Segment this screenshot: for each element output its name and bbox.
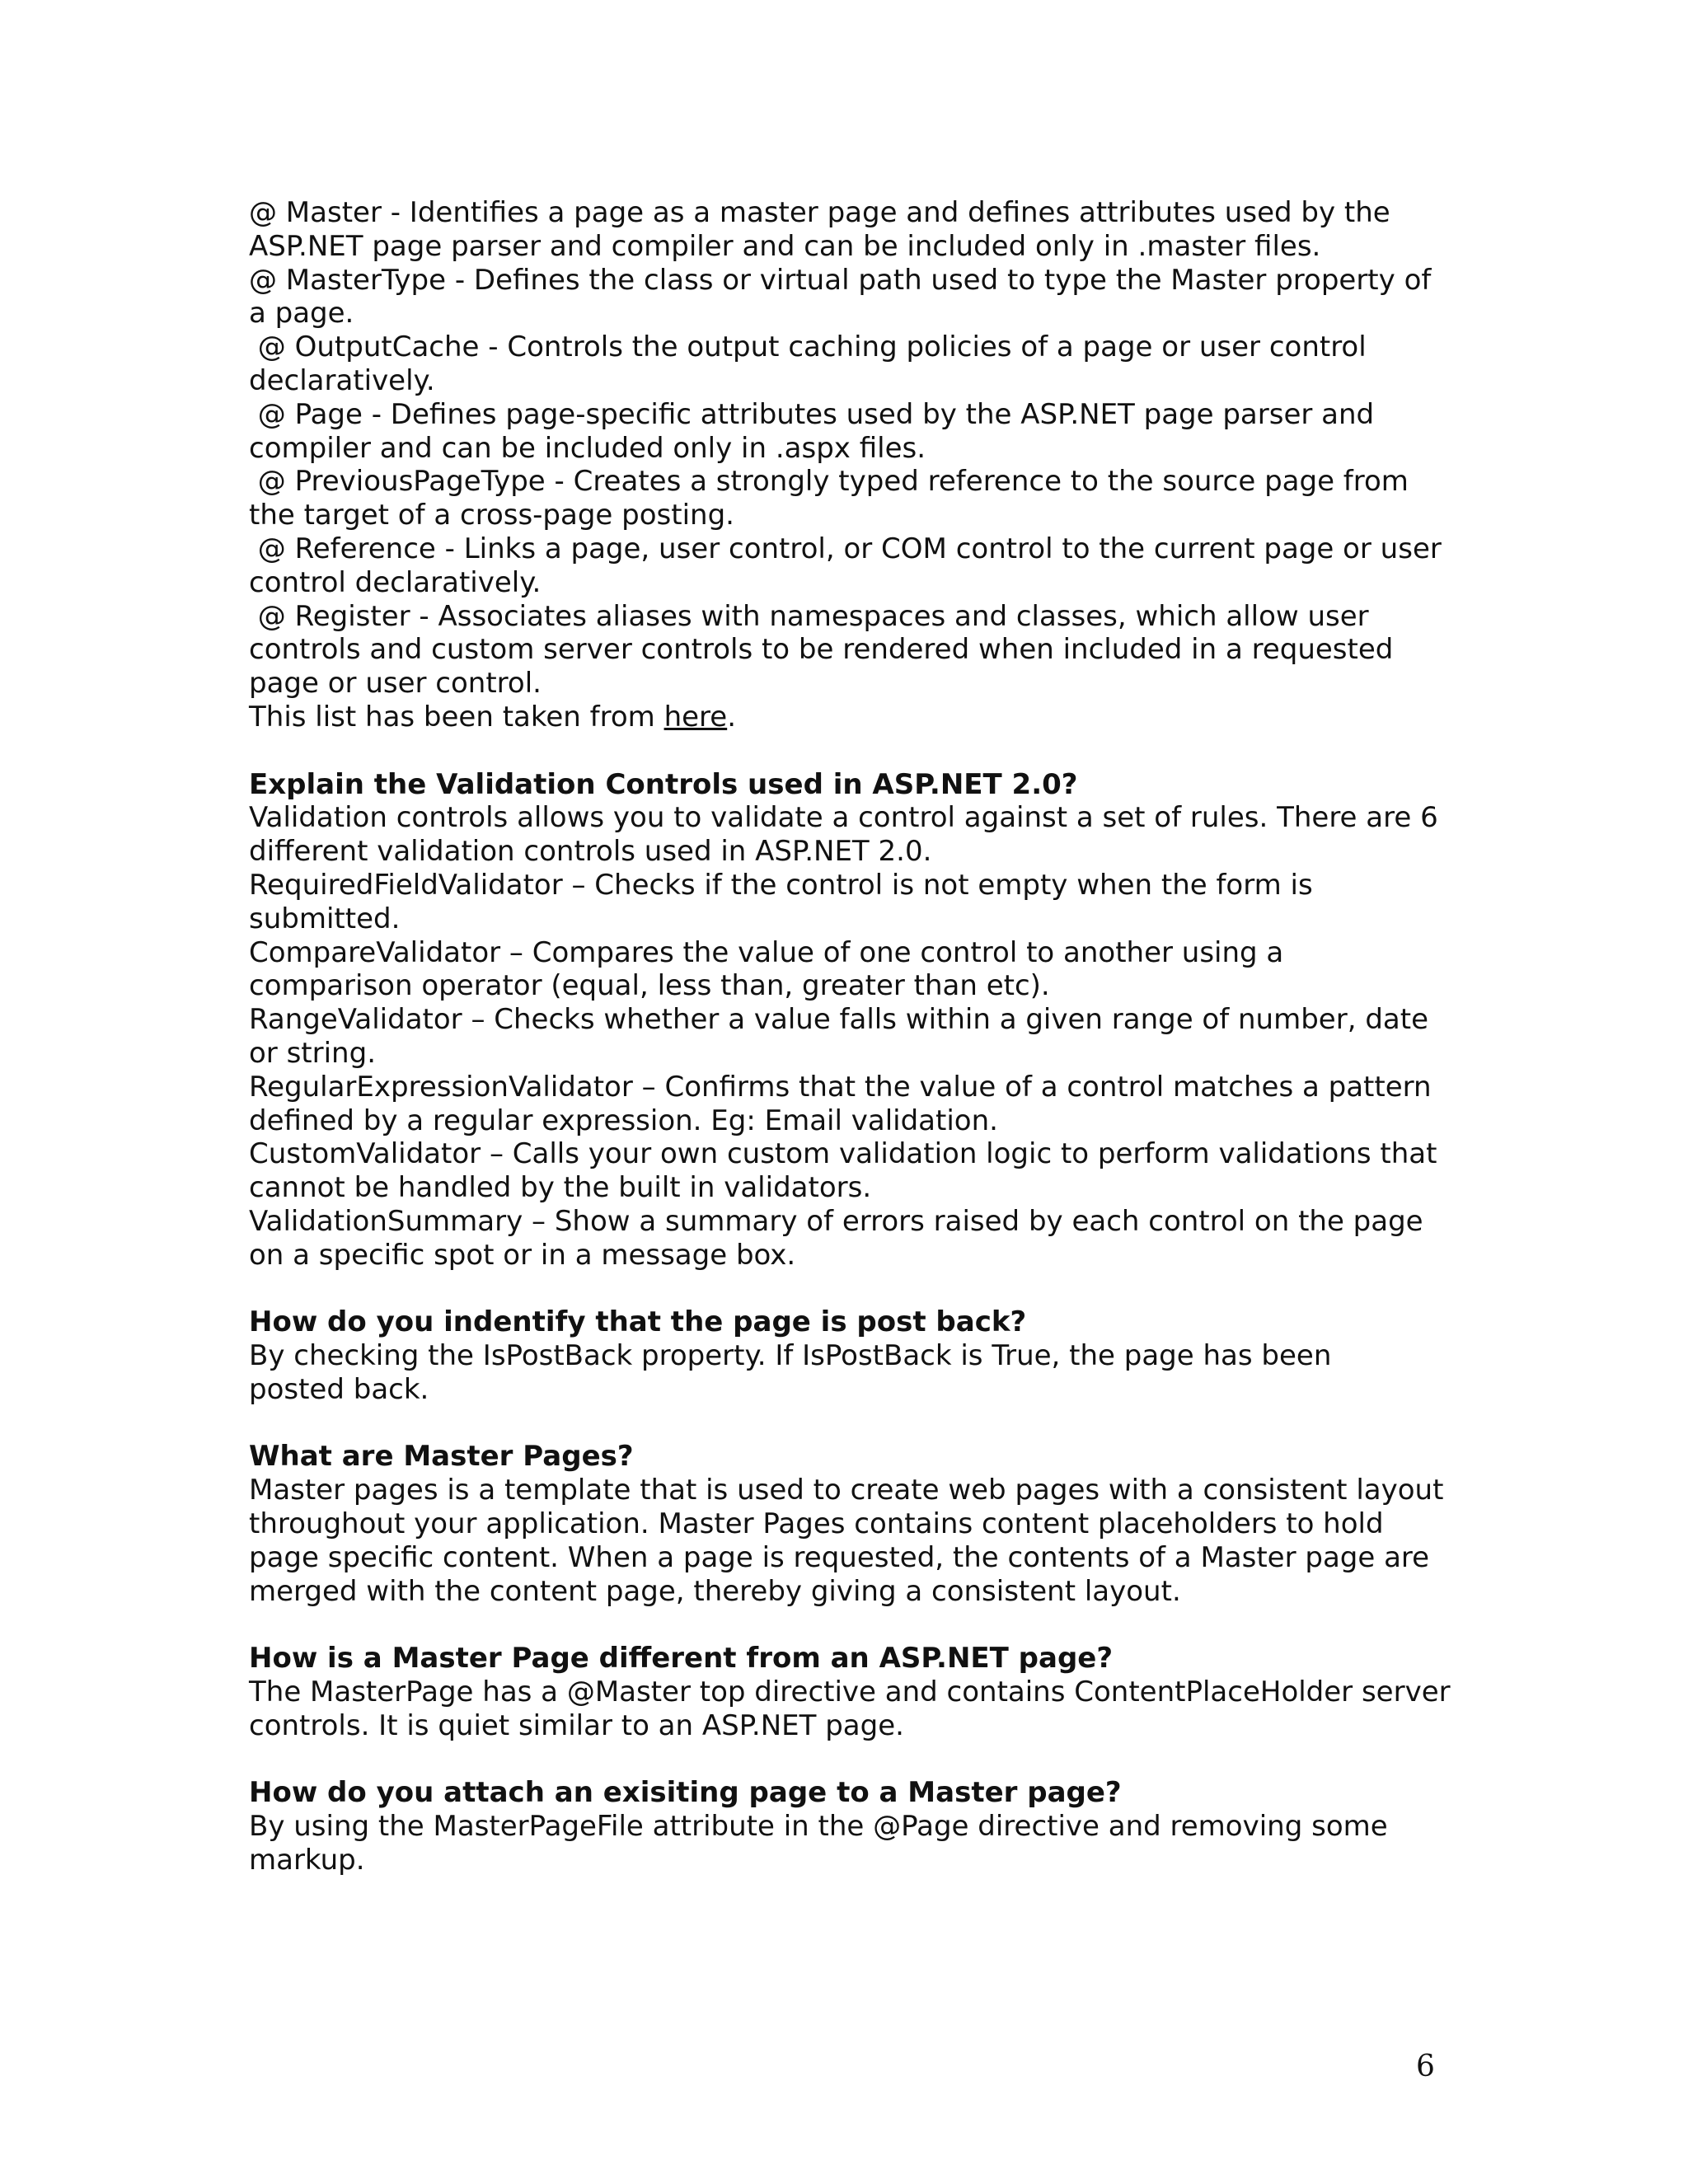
directive-list	[249, 196, 1452, 734]
section-postback	[249, 1305, 1452, 1406]
text-line: different validation controls used in ASP.NET 2.0.	[249, 835, 932, 869]
paragraph-gap	[249, 1407, 1452, 1441]
directive-reference	[249, 532, 1452, 600]
directive-master	[249, 196, 1452, 264]
text-line: RequiredFieldValidator – Checks if the control is not empty when the form is	[249, 868, 1313, 902]
text-line: CustomValidator – Calls your own custom validation logic to perform validations that	[249, 1137, 1437, 1171]
text-line: @ MasterType - Defines the class or virtual path used to type the Master property of	[249, 263, 1432, 297]
text-line: page specific content. When a page is requested, the contents of a Master page are	[249, 1540, 1430, 1574]
page-content	[249, 196, 1452, 1877]
text-line: the target of a cross-page posting.	[249, 499, 734, 532]
text-line: The MasterPage has a @Master top directive and contains ContentPlaceHolder server	[249, 1675, 1451, 1709]
text-line: throughout your application. Master Pages contains content placeholders to hold	[249, 1507, 1384, 1541]
text-line: @ Reference - Links a page, user control, or COM control to the current page or user	[249, 532, 1442, 565]
paragraph-gap	[249, 1743, 1452, 1777]
text-line: compiler and can be included only in .aspx files.	[249, 431, 926, 465]
source-link[interactable]: here	[663, 700, 728, 733]
text-line: control declaratively.	[249, 565, 542, 599]
section-attach-page	[249, 1776, 1452, 1877]
paragraph-gap	[249, 1272, 1452, 1306]
text-line: markup.	[249, 1844, 365, 1877]
directive-mastertype	[249, 264, 1452, 331]
text-line: ASP.NET page parser and compiler and can be included only in .master files.	[249, 229, 1321, 263]
text-line: controls. It is quiet similar to an ASP.NET page.	[249, 1708, 904, 1742]
text-line: @ Register - Associates aliases with namespaces and classes, which allow user	[249, 599, 1369, 633]
text-line: @ Master - Identifies a page as a master page and defines attributes used by the	[249, 196, 1390, 229]
text-line: RegularExpressionValidator – Confirms that the value of a control matches a pattern	[249, 1070, 1432, 1104]
question-heading: How do you attach an exisiting page to a Master page?	[249, 1776, 1122, 1810]
directive-outputcache	[249, 330, 1452, 398]
text-line: Master pages is a template that is used to create web pages with a consistent layout	[249, 1474, 1444, 1507]
text-line: page or user control.	[249, 667, 542, 701]
section-master-pages	[249, 1440, 1452, 1608]
text-line: controls and custom server controls to be rendered when included in a requested	[249, 633, 1394, 667]
text-line: @ PreviousPageType - Creates a strongly typed reference to the source page from	[249, 465, 1409, 499]
text-line: By checking the IsPostBack property. If IsPostBack is True, the page has been	[249, 1339, 1332, 1373]
source-note-suffix: .	[727, 700, 736, 733]
text-line: ValidationSummary – Show a summary of errors raised by each control on the page	[249, 1204, 1423, 1238]
directive-register	[249, 600, 1452, 701]
text-line: defined by a regular expression. Eg: Email validation.	[249, 1104, 998, 1137]
text-line: or string.	[249, 1036, 376, 1070]
text-line: declaratively.	[249, 363, 435, 397]
question-heading: What are Master Pages?	[249, 1440, 634, 1474]
paragraph-gap	[249, 1608, 1452, 1642]
question-heading: Explain the Validation Controls used in ASP.NET 2.0?	[249, 767, 1078, 801]
paragraph-gap	[249, 734, 1452, 768]
text-line: comparison operator (equal, less than, greater than etc).	[249, 969, 1050, 1003]
source-note	[249, 701, 1452, 734]
section-validation-controls	[249, 768, 1452, 1272]
directive-page	[249, 398, 1452, 466]
source-note-prefix: This list has been taken from	[249, 700, 664, 733]
section-master-vs-aspnet	[249, 1642, 1452, 1742]
page-number: 6	[1416, 2050, 1435, 2083]
text-line: cannot be handled by the built in validators.	[249, 1171, 872, 1205]
text-line: CompareValidator – Compares the value of one control to another using a	[249, 935, 1284, 969]
text-line: posted back.	[249, 1372, 429, 1406]
question-heading: How is a Master Page different from an ASP.NET page?	[249, 1642, 1114, 1675]
text-line: on a specific spot or in a message box.	[249, 1238, 796, 1272]
text-line: merged with the content page, thereby giving a consistent layout.	[249, 1574, 1181, 1608]
text-line: @ Page - Defines page-specific attributes used by the ASP.NET page parser and	[249, 397, 1375, 431]
text-line: @ OutputCache - Controls the output caching policies of a page or user control	[249, 330, 1367, 364]
text-line: a page.	[249, 297, 354, 330]
directive-previouspagetype	[249, 465, 1452, 532]
text-line: RangeValidator – Checks whether a value falls within a given range of number, date	[249, 1003, 1428, 1037]
text-line: By using the MasterPageFile attribute in the @Page directive and removing some	[249, 1810, 1388, 1844]
text-line: submitted.	[249, 902, 401, 935]
question-heading: How do you indentify that the page is post back?	[249, 1305, 1027, 1339]
text-line: Validation controls allows you to validate a control against a set of rules. There are 6	[249, 801, 1438, 835]
